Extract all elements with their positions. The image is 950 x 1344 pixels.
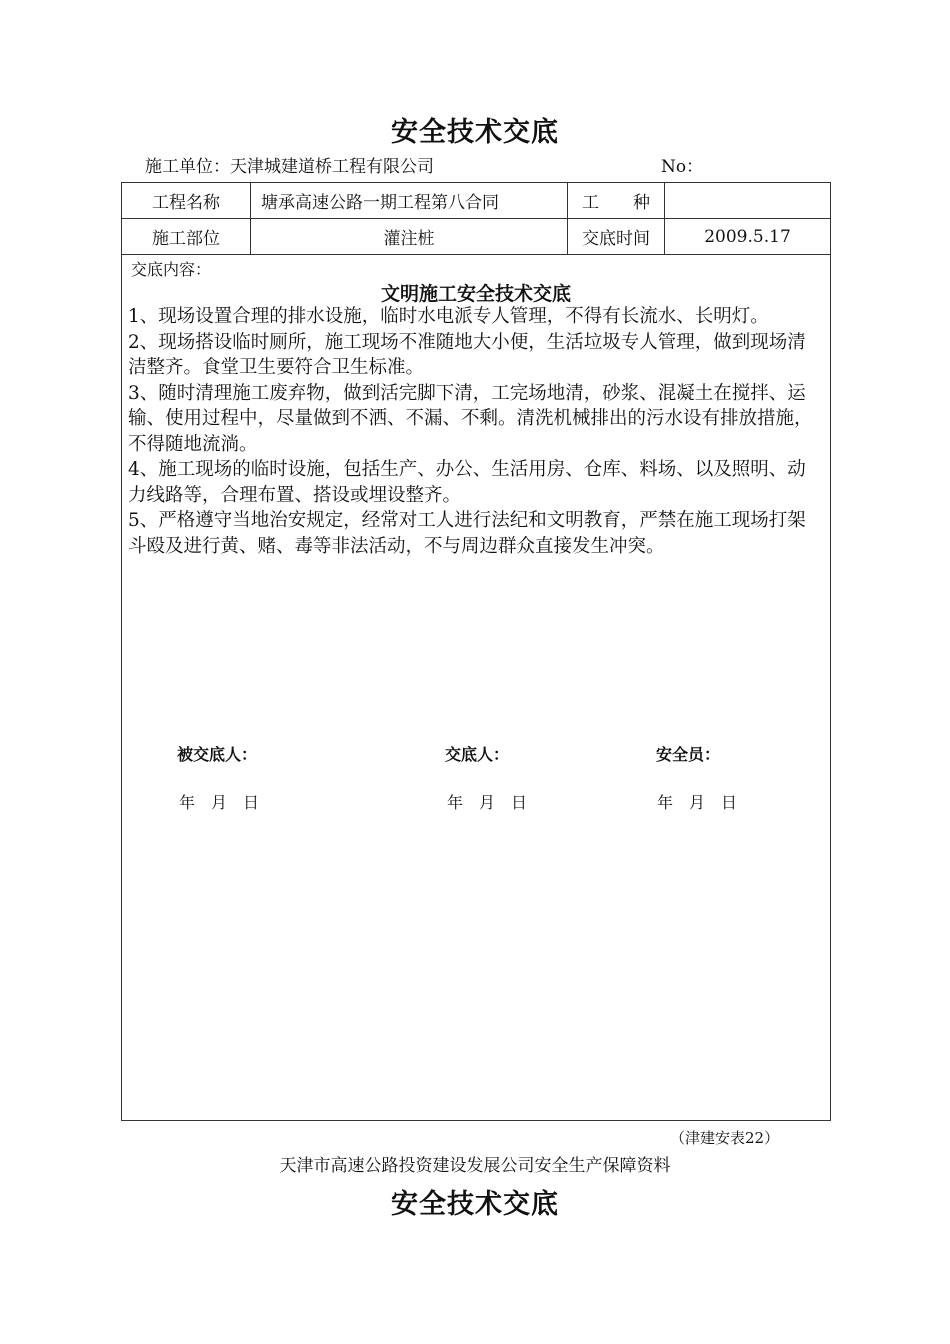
info-table bbox=[121, 182, 831, 255]
work-type-label: 工 种 bbox=[568, 183, 665, 219]
date-label: 交底时间 bbox=[568, 219, 665, 255]
content-box bbox=[121, 254, 831, 1121]
next-page-title: 安全技术交底 bbox=[391, 1189, 559, 1220]
construction-unit: 施工单位：天津城建道桥工程有限公司 bbox=[145, 157, 434, 177]
table-row bbox=[122, 219, 831, 255]
safety-officer-date: 年 月 日 bbox=[657, 793, 738, 812]
document-number-label: No： bbox=[661, 157, 704, 177]
paragraph-1: 1、现场设置合理的排水设施，临时水电派专人管理，不得有长流水、长明灯。 bbox=[128, 306, 769, 327]
document-title: 安全技术交底 bbox=[391, 117, 559, 148]
content-label: 交底内容： bbox=[131, 260, 212, 279]
table-row bbox=[122, 183, 831, 219]
paragraph-5: 5、严格遵守当地治安规定，经常对工人进行法纪和文明教育，严禁在施工现场打架斗殴及进行黄、赌、毒等非法活动，不与周边群众直接发生冲突。 bbox=[128, 510, 806, 557]
paragraph-4: 4、施工现场的临时设施，包括生产、办公、生活用房、仓库、料场、以及照明、动力线路等，合理布置、搭设或埋设整齐。 bbox=[128, 459, 806, 506]
project-name-value: 塘承高速公路一期工程第八合同 bbox=[251, 183, 568, 219]
location-label: 施工部位 bbox=[122, 219, 251, 255]
paragraph-2: 2、现场搭设临时厕所，施工现场不准随地大小便，生活垃圾专人管理，做到现场清洁整齐。食堂卫生要符合卫生标准。 bbox=[128, 331, 806, 378]
company-footer: 天津市高速公路投资建设发展公司安全生产保障资料 bbox=[279, 1156, 671, 1176]
receiver-date: 年 月 日 bbox=[179, 793, 260, 812]
content-heading: 文明施工安全技术交底 bbox=[380, 283, 571, 305]
receiver-label: 被交底人： bbox=[177, 745, 258, 764]
content-paragraphs bbox=[128, 304, 824, 559]
discloser-date: 年 月 日 bbox=[447, 793, 528, 812]
paragraph-3: 3、随时清理施工废弃物，做到活完脚下清，工完场地清，砂浆、混凝土在搅拌、运输、使用过程中，尽量做到不洒、不漏、不剩。清洗机械排出的污水设有排放措施，不得随地流淌。 bbox=[128, 382, 813, 455]
form-number: （津建安表22） bbox=[670, 1129, 780, 1147]
discloser-label: 交底人： bbox=[445, 745, 510, 764]
project-name-label: 工程名称 bbox=[122, 183, 251, 219]
work-type-value bbox=[665, 183, 831, 219]
location-value: 灌注桩 bbox=[251, 219, 568, 255]
safety-officer-label: 安全员： bbox=[656, 745, 721, 764]
date-value: 2009.5.17 bbox=[665, 219, 831, 255]
